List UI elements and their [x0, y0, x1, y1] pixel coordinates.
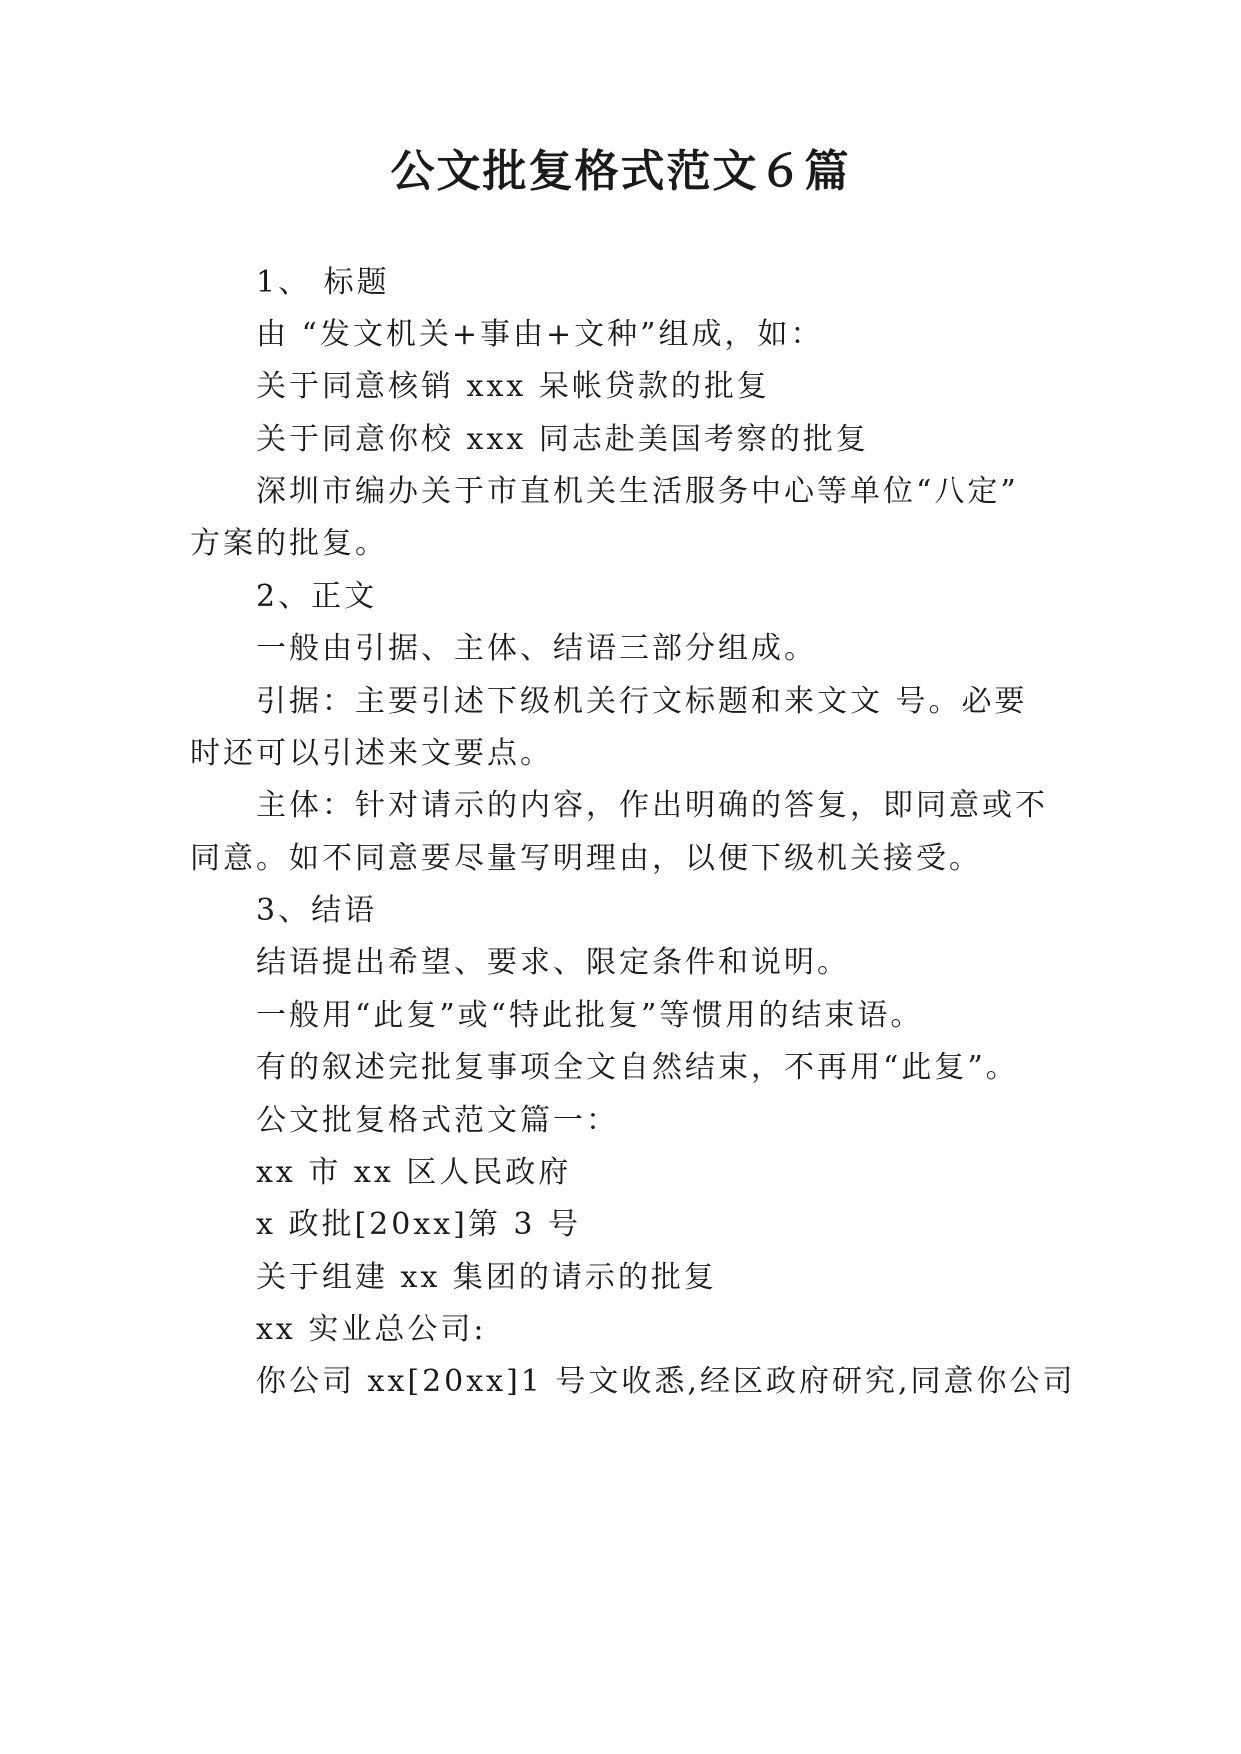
text-line-21-content: xx 实业总公司: — [256, 1312, 487, 1347]
text-line-20-content: 关于组建 xx 集团的请示的批复 — [256, 1260, 717, 1295]
text-line-3 — [190, 358, 1050, 416]
text-line-22 — [190, 1353, 1076, 1411]
text-line-13-content: 3、结语 — [256, 893, 378, 928]
text-line-21 — [190, 1301, 1050, 1359]
text-line-12-content: 同意。如不同意要尽量写明理由，以便下级机关接受。 — [190, 841, 982, 876]
text-line-20 — [190, 1249, 1050, 1307]
text-line-8-content: 一般由引据、主体、结语三部分组成。 — [256, 631, 817, 666]
text-line-11-content: 主体：针对请示的内容，作出明确的答复，即同意或不 — [256, 788, 1048, 823]
text-line-10 — [190, 725, 1050, 783]
text-line-14-content: 结语提出希望、要求、限定条件和说明。 — [256, 945, 850, 980]
text-line-17 — [190, 1092, 1050, 1150]
text-line-15-content: 一般用“此复”或“特此批复”等惯用的结束语。 — [256, 998, 924, 1033]
text-line-15 — [190, 987, 1050, 1045]
text-line-6-content: 方案的批复。 — [190, 526, 388, 561]
text-line-10-content: 时还可以引述来文要点。 — [190, 736, 553, 771]
text-line-14 — [190, 934, 1050, 992]
text-line-13 — [190, 882, 1050, 940]
text-line-7 — [190, 568, 1050, 626]
text-line-1-content: 1、 标题 — [256, 265, 390, 300]
text-line-19 — [190, 1196, 1050, 1254]
text-line-16 — [190, 1039, 1050, 1097]
text-line-12 — [190, 830, 1050, 888]
text-line-11 — [190, 777, 1050, 835]
text-line-22-content: 你公司 xx[20xx]1 号文收悉,经区政府研究,同意你公司 — [256, 1364, 1076, 1399]
text-line-4 — [190, 411, 1050, 469]
text-line-16-content: 有的叙述完批复事项全文自然结束，不再用“此复”。 — [256, 1050, 1019, 1085]
text-line-5 — [190, 463, 1050, 521]
text-line-18 — [190, 1144, 1050, 1202]
text-line-6 — [190, 515, 1050, 573]
text-line-9-content: 引据：主要引述下级机关行文标题和来文文 号。必要 — [256, 684, 1028, 719]
text-line-18-content: xx 市 xx 区人民政府 — [256, 1155, 572, 1190]
text-line-4-content: 关于同意你校 xxx 同志赴美国考察的批复 — [256, 422, 869, 457]
text-line-1 — [190, 254, 1050, 312]
text-line-8 — [190, 620, 1050, 678]
text-line-2-content: 由 “发文机关+事由+文种”组成，如： — [256, 317, 824, 352]
document-title: 公文批复格式范文６篇 — [390, 146, 851, 197]
text-line-7-content: 2、正文 — [256, 579, 378, 614]
text-line-5-content: 深圳市编办关于市直机关生活服务中心等单位“八定” — [256, 474, 1019, 509]
text-line-3-content: 关于同意核销 xxx 呆帐贷款的批复 — [256, 369, 770, 404]
text-line-19-content: x 政批[20xx]第 3 号 — [256, 1207, 582, 1242]
text-line-2 — [190, 306, 1050, 364]
text-line-9 — [190, 673, 1050, 731]
text-line-17-content: 公文批复格式范文篇一： — [256, 1103, 619, 1138]
